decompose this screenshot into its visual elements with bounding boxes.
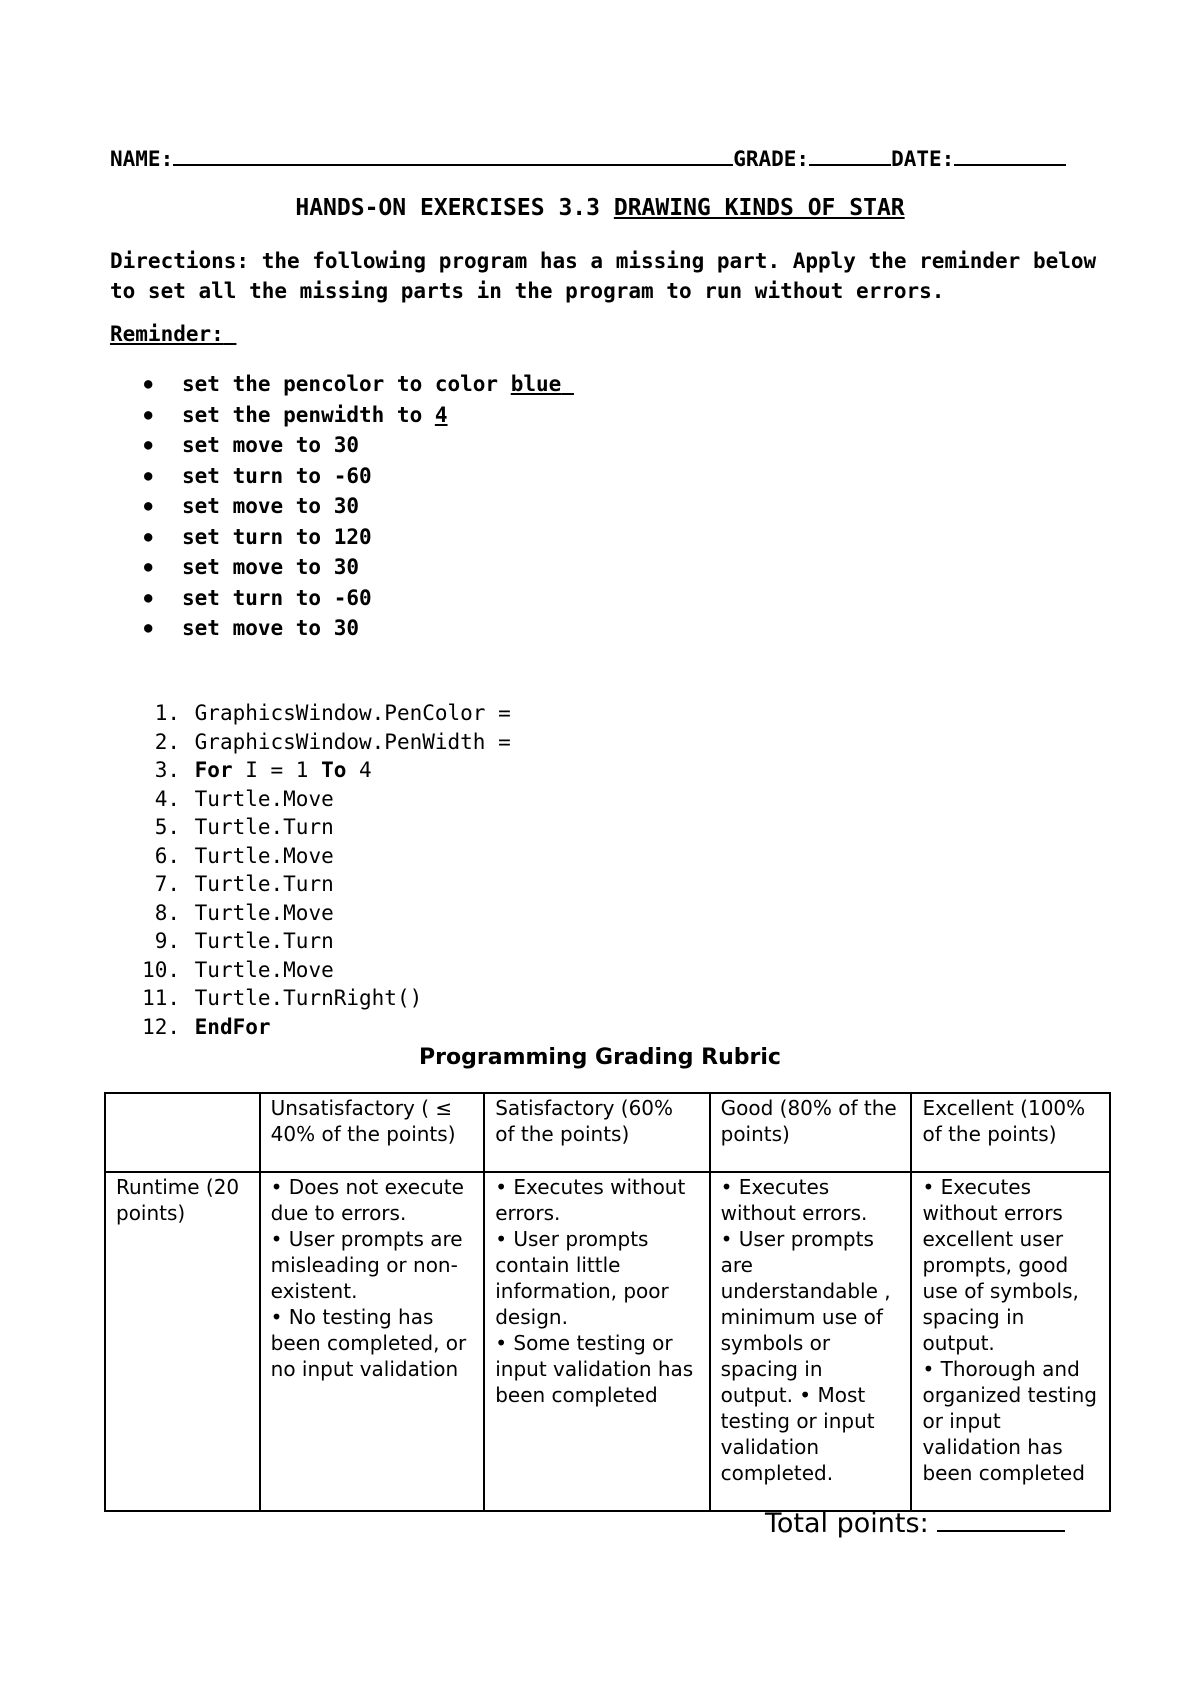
rubric-cell-satisfactory: • Executes without errors. • User prompts contain little information, poor design. • Some testing or input validation has been completed bbox=[484, 1172, 709, 1511]
reminder-item: ● set move to 30 bbox=[140, 613, 574, 644]
reminder-item: ● set turn to -60 bbox=[140, 461, 574, 492]
code-line: 2. GraphicsWindow.PenWidth = bbox=[154, 729, 511, 754]
rubric-criterion-cell: Runtime (20 points) bbox=[105, 1172, 260, 1511]
rubric-title: Programming Grading Rubric bbox=[419, 1045, 781, 1070]
code-line: 9. Turtle.Turn bbox=[154, 929, 334, 953]
title-prefix: HANDS-ON EXERCISES 3.3 bbox=[295, 195, 600, 221]
title-subject: DRAWING KINDS OF STAR bbox=[613, 195, 905, 221]
code-line: 4. Turtle.Move bbox=[154, 786, 334, 811]
code-listing bbox=[130, 699, 511, 1041]
date-label: DATE: bbox=[891, 147, 955, 171]
rubric-header-cell: Unsatisfactory ( ≤ 40% of the points) bbox=[260, 1093, 485, 1172]
rubric-cell-good: • Executes without errors. • User prompts are understandable , minimum use of symbols or spacing in output. • Most testing or input validation completed. bbox=[710, 1172, 912, 1511]
date-field[interactable] bbox=[954, 146, 1066, 166]
header-line bbox=[110, 146, 1066, 171]
rubric-table bbox=[104, 1092, 1111, 1512]
grade-label: GRADE: bbox=[733, 147, 810, 171]
total-points-field[interactable] bbox=[937, 1508, 1065, 1532]
name-label: NAME: bbox=[110, 147, 174, 171]
rubric-header-cell bbox=[105, 1093, 260, 1172]
code-line: 10. Turtle.Move bbox=[142, 957, 334, 982]
total-points bbox=[765, 1508, 1065, 1539]
name-field[interactable] bbox=[173, 146, 733, 166]
reminder-item: ● set turn to 120 bbox=[140, 522, 574, 553]
reminder-list bbox=[140, 369, 574, 644]
code-line: 7. Turtle.Turn bbox=[154, 872, 334, 896]
reminder-item: ● set move to 30 bbox=[140, 491, 574, 522]
code-line: 12. EndFor bbox=[142, 1014, 271, 1039]
reminder-item: ● set the penwidth to 4 bbox=[140, 400, 574, 431]
code-line: 8. Turtle.Move bbox=[154, 900, 334, 925]
rubric-cell-excellent: • Executes without errors excellent user prompts, good use of symbols, spacing in output. • Thorough and organized testing or input validation has been completed bbox=[911, 1172, 1110, 1511]
reminder-item: ● set move to 30 bbox=[140, 552, 574, 583]
total-points-label: Total points: bbox=[765, 1508, 929, 1539]
rubric-cell-unsatisfactory: • Does not execute due to errors. • User prompts are misleading or non-existent. • No testing has been completed, or no input validation bbox=[260, 1172, 485, 1511]
rubric-header-cell: Satisfactory (60% of the points) bbox=[484, 1093, 709, 1172]
code-line: 3. For I = 1 To 4 bbox=[154, 758, 372, 782]
rubric-data-row bbox=[105, 1172, 1110, 1511]
rubric-header-row bbox=[105, 1093, 1110, 1172]
rubric-header-cell: Excellent (100% of the points) bbox=[911, 1093, 1110, 1172]
code-line: 6. Turtle.Move bbox=[154, 843, 334, 868]
code-line: 11. Turtle.TurnRight() bbox=[142, 986, 423, 1010]
page-title bbox=[0, 195, 1200, 221]
rubric-header-cell: Good (80% of the points) bbox=[710, 1093, 912, 1172]
reminder-label: Reminder: bbox=[110, 322, 224, 346]
reminder-item: ● set move to 30 bbox=[140, 430, 574, 461]
reminder-item: ● set turn to -60 bbox=[140, 583, 574, 614]
directions: Directions: the following program has a missing part. Apply the reminder below to set all the missing parts in the program to run without errors. bbox=[110, 249, 1097, 303]
reminder-item: ● set the pencolor to color blue bbox=[140, 369, 574, 400]
code-line: 1. GraphicsWindow.PenColor = bbox=[154, 701, 511, 725]
code-line: 5. Turtle.Turn bbox=[154, 815, 334, 839]
grade-field[interactable] bbox=[809, 146, 891, 166]
